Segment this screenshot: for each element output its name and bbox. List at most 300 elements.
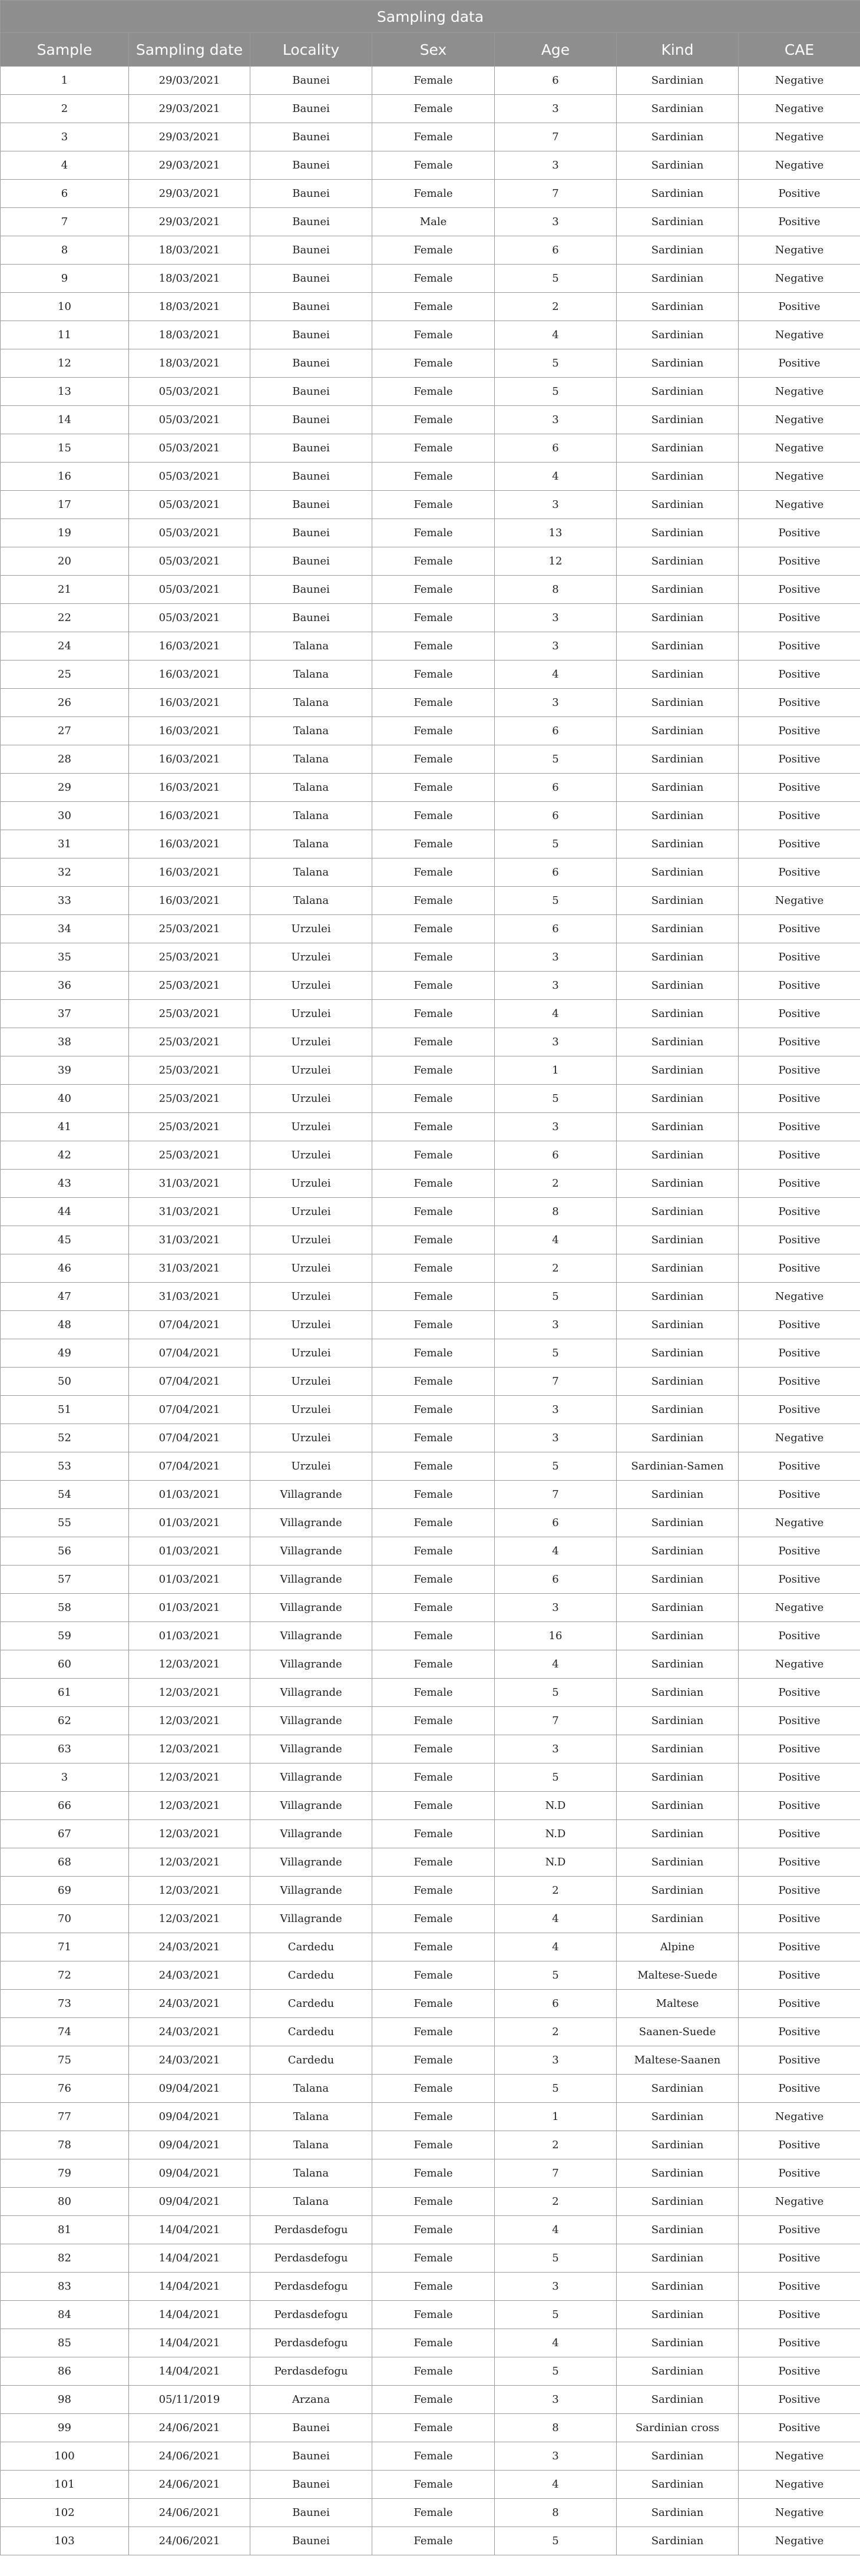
cell-locality: Urzulei (250, 972, 372, 1000)
cell-sex: Female (372, 321, 495, 349)
cell-sampling-date: 16/03/2021 (129, 632, 250, 660)
cell-locality: Urzulei (250, 1396, 372, 1424)
cell-cae: Positive (739, 576, 860, 604)
cell-locality: Villagrande (250, 1905, 372, 1933)
cell-age: 4 (495, 1933, 617, 1961)
cell-sex: Female (372, 2075, 495, 2103)
cell-sampling-date: 31/03/2021 (129, 1226, 250, 1254)
cell-sex: Female (372, 1339, 495, 1368)
cell-age: 6 (495, 774, 617, 802)
cell-sample: 7 (1, 208, 129, 236)
table-row (1, 1707, 860, 1735)
cell-sampling-date: 14/04/2021 (129, 2273, 250, 2301)
table-row (1, 2273, 860, 2301)
cell-sample: 10 (1, 293, 129, 321)
cell-sampling-date: 07/04/2021 (129, 1424, 250, 1452)
cell-locality: Talana (250, 774, 372, 802)
cell-age: 4 (495, 321, 617, 349)
cell-cae: Positive (739, 519, 860, 547)
cell-kind: Sardinian (617, 1509, 739, 1537)
cell-cae: Positive (739, 745, 860, 774)
cell-age: 5 (495, 1283, 617, 1311)
cell-age: 8 (495, 1198, 617, 1226)
cell-sex: Female (372, 265, 495, 293)
cell-kind: Alpine (617, 1933, 739, 1961)
cell-sample: 103 (1, 2527, 129, 2555)
table-row (1, 972, 860, 1000)
cell-sample: 83 (1, 2273, 129, 2301)
table-row (1, 67, 860, 95)
cell-kind: Sardinian (617, 576, 739, 604)
cell-sampling-date: 25/03/2021 (129, 1113, 250, 1141)
cell-cae: Positive (739, 1537, 860, 1566)
cell-locality: Urzulei (250, 1254, 372, 1283)
cell-cae: Negative (739, 265, 860, 293)
cell-sex: Female (372, 1961, 495, 1990)
cell-sample: 86 (1, 2357, 129, 2386)
cell-locality: Urzulei (250, 1226, 372, 1254)
table-row (1, 2527, 860, 2555)
cell-sample: 32 (1, 858, 129, 887)
cell-sample: 57 (1, 1566, 129, 1594)
cell-locality: Villagrande (250, 1594, 372, 1622)
cell-cae: Negative (739, 321, 860, 349)
cell-locality: Villagrande (250, 1566, 372, 1594)
table-row (1, 717, 860, 745)
cell-age: 3 (495, 1113, 617, 1141)
cell-sampling-date: 16/03/2021 (129, 689, 250, 717)
cell-age: 5 (495, 2357, 617, 2386)
cell-locality: Baunei (250, 2527, 372, 2555)
table-row (1, 1226, 860, 1254)
cell-sampling-date: 16/03/2021 (129, 802, 250, 830)
cell-locality: Urzulei (250, 1311, 372, 1339)
cell-kind: Sardinian (617, 321, 739, 349)
cell-sampling-date: 18/03/2021 (129, 236, 250, 265)
cell-locality: Baunei (250, 349, 372, 378)
cell-kind: Sardinian (617, 1170, 739, 1198)
cell-kind: Sardinian (617, 2386, 739, 2414)
cell-cae: Positive (739, 1254, 860, 1283)
table-row (1, 576, 860, 604)
cell-locality: Villagrande (250, 1877, 372, 1905)
cell-age: 3 (495, 1311, 617, 1339)
cell-locality: Talana (250, 745, 372, 774)
cell-sex: Female (372, 745, 495, 774)
table-row (1, 1113, 860, 1141)
cell-kind: Sardinian (617, 463, 739, 491)
table-row (1, 293, 860, 321)
cell-sex: Female (372, 95, 495, 123)
table-row (1, 2046, 860, 2075)
cell-sex: Female (372, 1198, 495, 1226)
table-row (1, 463, 860, 491)
cell-sampling-date: 05/03/2021 (129, 406, 250, 434)
cell-sampling-date: 29/03/2021 (129, 208, 250, 236)
cell-sample: 25 (1, 660, 129, 689)
cell-age: 3 (495, 2442, 617, 2471)
table-row (1, 1424, 860, 1452)
cell-sex: Female (372, 830, 495, 858)
cell-cae: Positive (739, 1141, 860, 1170)
cell-sampling-date: 09/04/2021 (129, 2103, 250, 2131)
cell-sample: 63 (1, 1735, 129, 1763)
cell-sampling-date: 31/03/2021 (129, 1283, 250, 1311)
cell-sex: Female (372, 1933, 495, 1961)
cell-sex: Female (372, 1820, 495, 1848)
table-row (1, 2329, 860, 2357)
cell-cae: Positive (739, 2329, 860, 2357)
cell-kind: Sardinian (617, 1594, 739, 1622)
cell-sample: 44 (1, 1198, 129, 1226)
cell-kind: Sardinian (617, 774, 739, 802)
cell-cae: Negative (739, 2103, 860, 2131)
cell-kind: Sardinian (617, 2103, 739, 2131)
cell-sample: 41 (1, 1113, 129, 1141)
cell-sampling-date: 25/03/2021 (129, 1056, 250, 1085)
cell-sample: 22 (1, 604, 129, 632)
cell-sample: 102 (1, 2499, 129, 2527)
cell-kind: Sardinian (617, 123, 739, 151)
cell-age: 3 (495, 943, 617, 972)
table-row (1, 1028, 860, 1056)
table-row (1, 830, 860, 858)
cell-kind: Maltese-Saanen (617, 2046, 739, 2075)
cell-age: 1 (495, 2103, 617, 2131)
table-row (1, 2188, 860, 2216)
table-row (1, 2301, 860, 2329)
cell-sampling-date: 18/03/2021 (129, 349, 250, 378)
cell-sampling-date: 01/03/2021 (129, 1537, 250, 1566)
table-row (1, 1368, 860, 1396)
cell-cae: Positive (739, 1113, 860, 1141)
cell-sex: Female (372, 1254, 495, 1283)
table-row (1, 2386, 860, 2414)
table-row (1, 151, 860, 180)
cell-kind: Sardinian (617, 2357, 739, 2386)
cell-sample: 70 (1, 1905, 129, 1933)
table-row (1, 1509, 860, 1537)
cell-locality: Talana (250, 887, 372, 915)
cell-sample: 16 (1, 463, 129, 491)
cell-sex: Female (372, 2273, 495, 2301)
cell-sampling-date: 12/03/2021 (129, 1848, 250, 1877)
cell-sampling-date: 12/03/2021 (129, 1792, 250, 1820)
cell-sex: Female (372, 943, 495, 972)
cell-sampling-date: 29/03/2021 (129, 123, 250, 151)
cell-age: 5 (495, 378, 617, 406)
cell-sample: 24 (1, 632, 129, 660)
cell-age: 3 (495, 2273, 617, 2301)
cell-sample: 13 (1, 378, 129, 406)
cell-age: 3 (495, 1028, 617, 1056)
cell-cae: Positive (739, 1735, 860, 1763)
table-row (1, 1990, 860, 2018)
cell-locality: Baunei (250, 519, 372, 547)
cell-sampling-date: 01/03/2021 (129, 1622, 250, 1650)
cell-kind: Sardinian (617, 2499, 739, 2527)
cell-locality: Baunei (250, 2414, 372, 2442)
cell-sex: Female (372, 1877, 495, 1905)
table-row (1, 2471, 860, 2499)
cell-sampling-date: 07/04/2021 (129, 1368, 250, 1396)
cell-kind: Sardinian (617, 1056, 739, 1085)
cell-age: N.D (495, 1848, 617, 1877)
column-header-sampling-date: Sampling date (129, 33, 250, 67)
cell-sex: Female (372, 1028, 495, 1056)
cell-sampling-date: 01/03/2021 (129, 1481, 250, 1509)
cell-age: 4 (495, 1905, 617, 1933)
cell-sex: Male (372, 208, 495, 236)
cell-cae: Positive (739, 632, 860, 660)
cell-kind: Sardinian (617, 1028, 739, 1056)
cell-sample: 37 (1, 1000, 129, 1028)
cell-cae: Positive (739, 1933, 860, 1961)
cell-sampling-date: 14/04/2021 (129, 2301, 250, 2329)
cell-sample: 98 (1, 2386, 129, 2414)
cell-sex: Female (372, 519, 495, 547)
table-row (1, 1848, 860, 1877)
cell-age: 6 (495, 858, 617, 887)
cell-age: 5 (495, 1961, 617, 1990)
cell-cae: Positive (739, 717, 860, 745)
cell-sampling-date: 05/03/2021 (129, 547, 250, 576)
cell-age: 3 (495, 95, 617, 123)
cell-sampling-date: 07/04/2021 (129, 1452, 250, 1481)
cell-locality: Villagrande (250, 1820, 372, 1848)
cell-cae: Positive (739, 774, 860, 802)
cell-sampling-date: 31/03/2021 (129, 1254, 250, 1283)
table-row (1, 858, 860, 887)
cell-sample: 27 (1, 717, 129, 745)
cell-age: 6 (495, 802, 617, 830)
cell-sex: Female (372, 434, 495, 463)
cell-locality: Baunei (250, 576, 372, 604)
cell-cae: Positive (739, 1622, 860, 1650)
table-row (1, 378, 860, 406)
cell-sample: 38 (1, 1028, 129, 1056)
cell-locality: Villagrande (250, 1735, 372, 1763)
cell-sample: 51 (1, 1396, 129, 1424)
cell-locality: Villagrande (250, 1707, 372, 1735)
cell-age: 5 (495, 1763, 617, 1792)
cell-cae: Positive (739, 660, 860, 689)
cell-cae: Positive (739, 2131, 860, 2159)
table-row (1, 745, 860, 774)
cell-sample: 73 (1, 1990, 129, 2018)
cell-sex: Female (372, 1735, 495, 1763)
cell-sample: 19 (1, 519, 129, 547)
table-row (1, 774, 860, 802)
cell-sampling-date: 14/04/2021 (129, 2216, 250, 2244)
cell-cae: Positive (739, 293, 860, 321)
cell-cae: Positive (739, 2301, 860, 2329)
cell-locality: Villagrande (250, 1792, 372, 1820)
cell-cae: Positive (739, 2159, 860, 2188)
cell-sex: Female (372, 180, 495, 208)
cell-cae: Negative (739, 2188, 860, 2216)
cell-sex: Female (372, 972, 495, 1000)
cell-locality: Baunei (250, 180, 372, 208)
cell-sampling-date: 16/03/2021 (129, 774, 250, 802)
cell-kind: Sardinian (617, 745, 739, 774)
cell-sex: Female (372, 689, 495, 717)
cell-cae: Positive (739, 1792, 860, 1820)
cell-locality: Baunei (250, 604, 372, 632)
cell-cae: Negative (739, 151, 860, 180)
cell-sex: Female (372, 1990, 495, 2018)
cell-cae: Positive (739, 1679, 860, 1707)
cell-sex: Female (372, 1537, 495, 1566)
cell-sample: 67 (1, 1820, 129, 1848)
cell-cae: Negative (739, 2442, 860, 2471)
cell-sex: Female (372, 1622, 495, 1650)
cell-sample: 47 (1, 1283, 129, 1311)
cell-sample: 100 (1, 2442, 129, 2471)
cell-sampling-date: 07/04/2021 (129, 1339, 250, 1368)
cell-sample: 34 (1, 915, 129, 943)
cell-sex: Female (372, 2244, 495, 2273)
cell-age: 6 (495, 434, 617, 463)
cell-cae: Positive (739, 2386, 860, 2414)
cell-age: 8 (495, 576, 617, 604)
cell-sample: 46 (1, 1254, 129, 1283)
cell-cae: Positive (739, 2018, 860, 2046)
cell-sample: 3 (1, 123, 129, 151)
cell-sample: 9 (1, 265, 129, 293)
cell-locality: Baunei (250, 434, 372, 463)
cell-sample: 4 (1, 151, 129, 180)
cell-locality: Baunei (250, 2442, 372, 2471)
table-row (1, 1085, 860, 1113)
cell-age: 1 (495, 1056, 617, 1085)
table-row (1, 1283, 860, 1311)
cell-kind: Sardinian (617, 2442, 739, 2471)
table-row (1, 1622, 860, 1650)
cell-sex: Female (372, 1848, 495, 1877)
cell-kind: Sardinian (617, 1226, 739, 1254)
cell-sex: Female (372, 660, 495, 689)
cell-sample: 26 (1, 689, 129, 717)
cell-sample: 68 (1, 1848, 129, 1877)
cell-kind: Sardinian (617, 1763, 739, 1792)
cell-age: 7 (495, 180, 617, 208)
cell-cae: Negative (739, 1283, 860, 1311)
cell-kind: Sardinian (617, 972, 739, 1000)
cell-kind: Sardinian (617, 406, 739, 434)
cell-sex: Female (372, 1311, 495, 1339)
table-row (1, 1339, 860, 1368)
cell-locality: Cardedu (250, 1933, 372, 1961)
cell-sampling-date: 24/06/2021 (129, 2414, 250, 2442)
cell-locality: Perdasdefogu (250, 2357, 372, 2386)
cell-age: 4 (495, 2216, 617, 2244)
cell-sample: 6 (1, 180, 129, 208)
cell-cae: Positive (739, 858, 860, 887)
cell-sample: 11 (1, 321, 129, 349)
cell-age: 6 (495, 236, 617, 265)
cell-sex: Female (372, 1905, 495, 1933)
column-header-kind: Kind (617, 33, 739, 67)
cell-locality: Talana (250, 2103, 372, 2131)
cell-locality: Talana (250, 802, 372, 830)
cell-locality: Urzulei (250, 1028, 372, 1056)
table-row (1, 1452, 860, 1481)
cell-locality: Villagrande (250, 1481, 372, 1509)
cell-cae: Positive (739, 830, 860, 858)
cell-kind: Sardinian (617, 2273, 739, 2301)
cell-locality: Talana (250, 2131, 372, 2159)
cell-kind: Sardinian (617, 434, 739, 463)
cell-cae: Negative (739, 67, 860, 95)
cell-sample: 48 (1, 1311, 129, 1339)
cell-kind: Sardinian (617, 519, 739, 547)
cell-cae: Negative (739, 95, 860, 123)
cell-sex: Female (372, 1792, 495, 1820)
table-caption-row (1, 1, 860, 33)
cell-locality: Perdasdefogu (250, 2329, 372, 2357)
cell-kind: Sardinian (617, 1113, 739, 1141)
cell-cae: Positive (739, 1028, 860, 1056)
cell-age: 5 (495, 349, 617, 378)
cell-cae: Positive (739, 1848, 860, 1877)
cell-kind: Sardinian (617, 1707, 739, 1735)
cell-sampling-date: 05/11/2019 (129, 2386, 250, 2414)
cell-age: 4 (495, 2471, 617, 2499)
cell-kind: Sardinian cross (617, 2414, 739, 2442)
table-row (1, 519, 860, 547)
cell-sampling-date: 25/03/2021 (129, 1141, 250, 1170)
cell-age: 7 (495, 1481, 617, 1509)
cell-sampling-date: 09/04/2021 (129, 2188, 250, 2216)
cell-age: 3 (495, 1396, 617, 1424)
cell-cae: Positive (739, 1566, 860, 1594)
cell-sampling-date: 05/03/2021 (129, 604, 250, 632)
cell-age: 4 (495, 1537, 617, 1566)
cell-age: 2 (495, 2018, 617, 2046)
table-row (1, 1141, 860, 1170)
cell-sample: 14 (1, 406, 129, 434)
cell-age: 3 (495, 1735, 617, 1763)
cell-age: 3 (495, 972, 617, 1000)
cell-sample: 84 (1, 2301, 129, 2329)
cell-locality: Baunei (250, 265, 372, 293)
cell-sampling-date: 24/06/2021 (129, 2442, 250, 2471)
cell-age: 3 (495, 208, 617, 236)
cell-age: 8 (495, 2499, 617, 2527)
cell-kind: Sardinian (617, 236, 739, 265)
cell-locality: Baunei (250, 406, 372, 434)
cell-locality: Cardedu (250, 1990, 372, 2018)
cell-sample: 59 (1, 1622, 129, 1650)
cell-kind: Sardinian (617, 2329, 739, 2357)
cell-sex: Female (372, 2329, 495, 2357)
table-row (1, 1396, 860, 1424)
cell-kind: Sardinian (617, 915, 739, 943)
cell-sample: 33 (1, 887, 129, 915)
cell-cae: Positive (739, 2046, 860, 2075)
cell-cae: Positive (739, 689, 860, 717)
cell-cae: Positive (739, 2244, 860, 2273)
cell-locality: Perdasdefogu (250, 2216, 372, 2244)
cell-age: 3 (495, 491, 617, 519)
cell-kind: Sardinian (617, 1368, 739, 1396)
table-row (1, 1905, 860, 1933)
cell-age: 2 (495, 1170, 617, 1198)
cell-kind: Sardinian (617, 2527, 739, 2555)
cell-age: 7 (495, 1707, 617, 1735)
cell-locality: Baunei (250, 378, 372, 406)
